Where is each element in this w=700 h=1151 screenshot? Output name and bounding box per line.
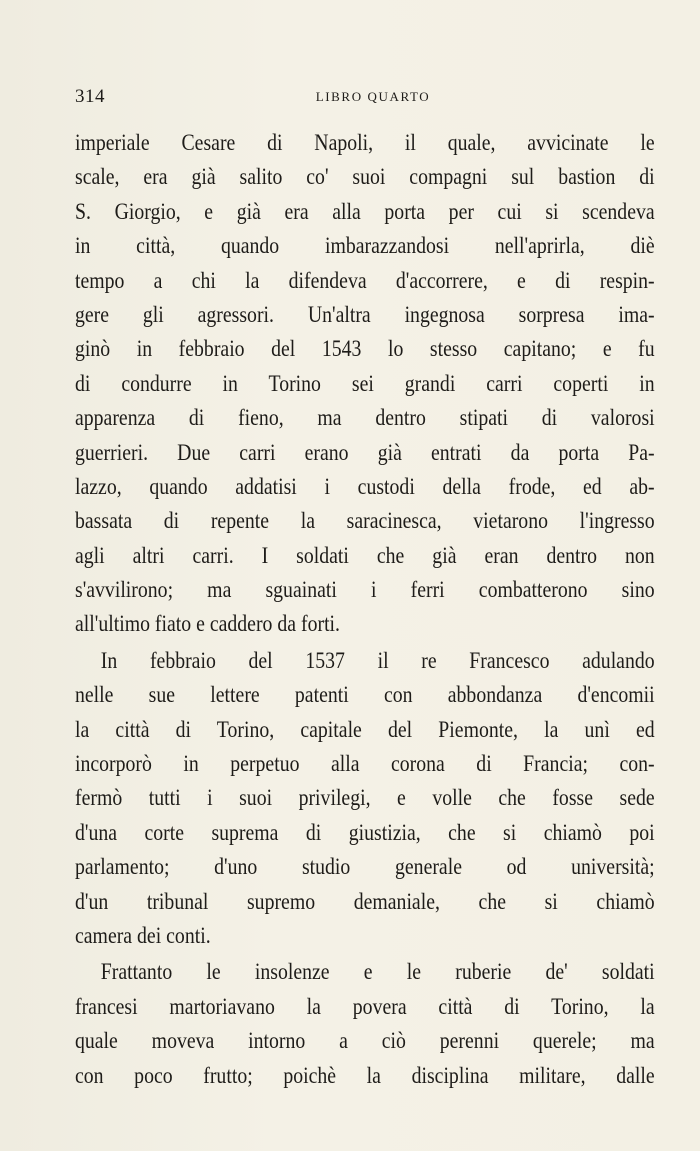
text-line: guerrieri. Due carri erano già entrati da porta Pa- xyxy=(75,439,655,465)
text-line: bassata di repente la saracinesca, vietarono l'ingresso xyxy=(75,508,655,534)
text-line: con poco frutto; poichè la disciplina militare, dalle xyxy=(75,1062,655,1088)
text-line: camera dei conti. xyxy=(75,922,211,948)
text-line: di condurre in Torino sei grandi carri coperti in xyxy=(75,370,655,396)
text-line: apparenza di fieno, ma dentro stipati di valorosi xyxy=(75,405,655,431)
text-line: quale moveva intorno a ciò perenni querele; ma xyxy=(75,1028,655,1054)
text-line: in città, quando imbarazzandosi nell'aprirla, diè xyxy=(75,233,655,259)
text-line: S. Giorgio, e già era alla porta per cui si scendeva xyxy=(75,198,655,224)
text-line: incorporò in perpetuo alla corona di Francia; con- xyxy=(75,751,655,777)
page-header xyxy=(75,86,655,110)
text-line: ginò in febbraio del 1543 lo stesso capitano; e fu xyxy=(75,336,655,362)
text-line: imperiale Cesare di Napoli, il quale, avvicinate le xyxy=(75,130,655,155)
text-line: gere gli agressori. Un'altra ingegnosa sorpresa ima- xyxy=(75,301,655,327)
text-line: all'ultimo fiato e caddero da forti. xyxy=(75,611,341,637)
text-line: d'una corte suprema di giustizia, che si chiamò poi xyxy=(75,819,655,845)
page-number: 314 xyxy=(75,86,105,107)
text-line: In febbraio del 1537 il re Francesco adulando xyxy=(100,647,655,673)
text-line: nelle sue lettere patenti con abbondanza d'encomii xyxy=(75,682,655,708)
body-text xyxy=(75,126,655,1093)
running-head: LIBRO QUARTO xyxy=(315,89,431,104)
text-line: agli altri carri. I soldati che già eran dentro non xyxy=(75,542,655,568)
text-line: Frattanto le insolenze e le ruberie de' soldati xyxy=(100,959,655,985)
text-line: francesi martoriavano la povera città di Torino, la xyxy=(75,993,655,1019)
text-line: d'un tribunal supremo demaniale, che si chiamò xyxy=(75,888,655,914)
text-line: scale, era già salito co' suoi compagni sul bastion di xyxy=(75,164,655,190)
text-line: fermò tutti i suoi privilegi, e volle che fosse sede xyxy=(75,785,655,811)
text-line: tempo a chi la difendeva d'accorrere, e di respin- xyxy=(75,267,655,293)
text-line: parlamento; d'uno studio generale od università; xyxy=(75,854,655,880)
text-line: s'avvilirono; ma sguainati i ferri combatterono sino xyxy=(75,577,655,603)
text-line: lazzo, quando addatisi i custodi della frode, ed ab- xyxy=(75,473,655,499)
text-line: la città di Torino, capitale del Piemonte, la unì ed xyxy=(75,716,655,742)
